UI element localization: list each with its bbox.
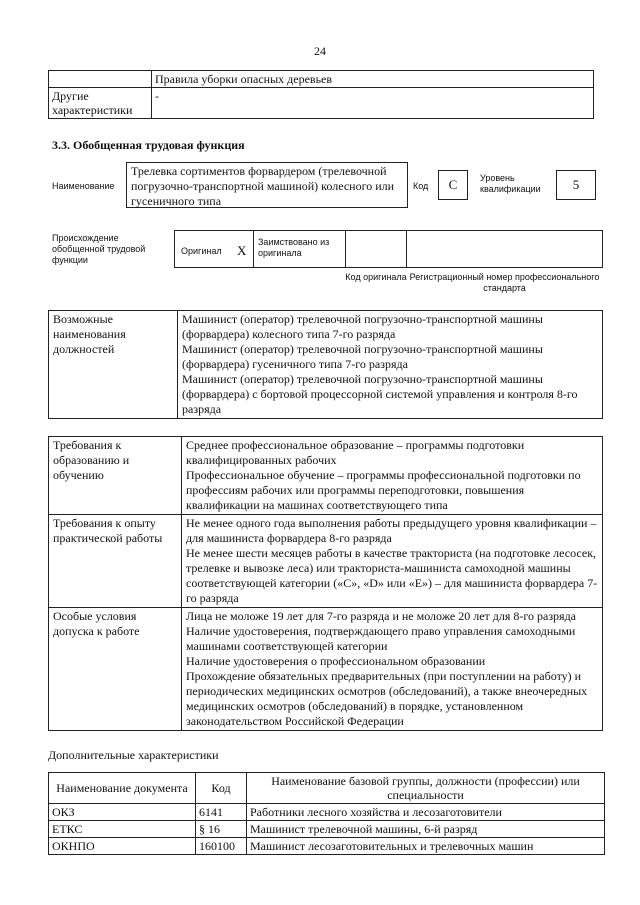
additional-title: Дополнительные характеристики [48, 748, 219, 762]
list-item: Среднее профессиональное образование – программы подготовки квалифицированных рабочих [186, 438, 525, 467]
previous-section-table [48, 70, 594, 119]
table-cell: § 16 [196, 821, 247, 838]
table-cell [182, 437, 603, 515]
column-header: Наименование базовой группы, должности (профессии) или специальности [247, 773, 605, 804]
level-label: Уровень квалификации [480, 173, 541, 194]
table-row [49, 838, 605, 855]
original-mark: X [237, 243, 247, 258]
positions-label: Возможные наименования должностей [49, 311, 178, 419]
positions-list [178, 311, 603, 419]
borrowed-cell [253, 230, 346, 268]
list-item: Не менее шести месяцев работы в качестве тракториста (на подготовке лесосек, трелевке и вывозке леса) или тракториста-машиниста самоходной машины соответствующей категории («С», «D» или «Е») – для машиниста форвардера 7-го разряда [186, 546, 598, 605]
table-cell: ОКЗ [49, 804, 196, 821]
table-cell: Машинист трелевочной машины, 6-й разряд [247, 821, 605, 838]
row-label: Другие характеристики [49, 88, 152, 119]
table-row [49, 804, 605, 821]
list-item: Профессиональное обучение – программы профессиональной подготовки по профессиям рабочих или программы переподготовки, повышения квалификации на машинах соответствующего типа [186, 468, 581, 512]
list-item: Не менее одного года выполнения работы предыдущего уровня квалификации – для машиниста форвардера 8-го разряда [186, 516, 597, 545]
code-label: Код [413, 181, 429, 191]
page-number: 24 [314, 44, 326, 58]
column-header: Наименование документа [49, 773, 196, 804]
list-item: Наличие удостоверения о профессиональном образовании [186, 654, 486, 668]
original-label: Оригинал [181, 246, 222, 256]
list-item: Прохождение обязательных предварительных (при поступлении на работу) и периодических медицинских осмотров (обследований), а также внеочередных медицинских осмотров (обследований) в порядке, установленном законодательством Российской Федерации [186, 669, 588, 728]
code-original-caption: Код оригинала [345, 272, 407, 282]
table-cell: - [152, 88, 594, 119]
section-title: 3.3. Обобщенная трудовая функция [52, 138, 245, 152]
origin-label: Происхождение обобщенной трудовой функции [52, 233, 146, 265]
reg-number-cell [406, 230, 603, 268]
table-header-row [49, 773, 605, 804]
table-row [49, 515, 603, 608]
table-row [49, 311, 603, 419]
name-label: Наименование [52, 181, 115, 191]
requirements-table [48, 436, 603, 731]
table-row [49, 71, 594, 88]
table-cell [182, 515, 603, 608]
table-row [49, 608, 603, 731]
list-item: Машинист (оператор) трелевочной погрузочно-транспортной машины (форвардера) с бортовой процессорной системой управления и контроля 8-го разряда [182, 372, 578, 416]
table-cell: Работники лесного хозяйства и лесозаготовители [247, 804, 605, 821]
table-cell: 160100 [196, 838, 247, 855]
table-row [49, 88, 594, 119]
level-value: 5 [556, 170, 596, 200]
empty-cell [49, 71, 152, 88]
positions-table [48, 310, 603, 419]
row-label: Особые условия допуска к работе [49, 608, 182, 731]
row-label: Требования к образованию и обучению [49, 437, 182, 515]
original-cell [174, 230, 254, 268]
list-item: Наличие удостоверения, подтверждающего право управления самоходными машинами соответствующей категории [186, 624, 576, 653]
reg-number-caption: Регистрационный номер профессионального стандарта [409, 272, 600, 293]
list-item: Машинист (оператор) трелевочной погрузочно-транспортной машины (форвардера) гусеничного типа 7-го разряда [182, 342, 543, 371]
row-label: Требования к опыту практической работы [49, 515, 182, 608]
table-cell: Машинист лесозаготовительных и трелевочных машин [247, 838, 605, 855]
table-row [49, 437, 603, 515]
table-row [49, 821, 605, 838]
column-header: Код [196, 773, 247, 804]
table-cell: 6141 [196, 804, 247, 821]
list-item: Машинист (оператор) трелевочной погрузочно-транспортной машины (форвардера) колесного типа 7-го разряда [182, 312, 543, 341]
borrowed-label: Заимствовано из оригинала [258, 237, 330, 258]
table-cell: Правила уборки опасных деревьев [152, 71, 594, 88]
function-name: Трелевка сортиментов форвардером (трелевочной погрузочно-транспортной машиной) колесного или гусеничного типа [126, 162, 408, 208]
table-cell [182, 608, 603, 731]
additional-table [48, 772, 605, 855]
table-cell: ОКНПО [49, 838, 196, 855]
list-item: Лица не моложе 19 лет для 7-го разряда и не моложе 20 лет для 8-го разряда [186, 609, 577, 623]
code-original-cell [345, 230, 407, 268]
code-value: C [438, 170, 468, 200]
table-cell: ЕТКС [49, 821, 196, 838]
